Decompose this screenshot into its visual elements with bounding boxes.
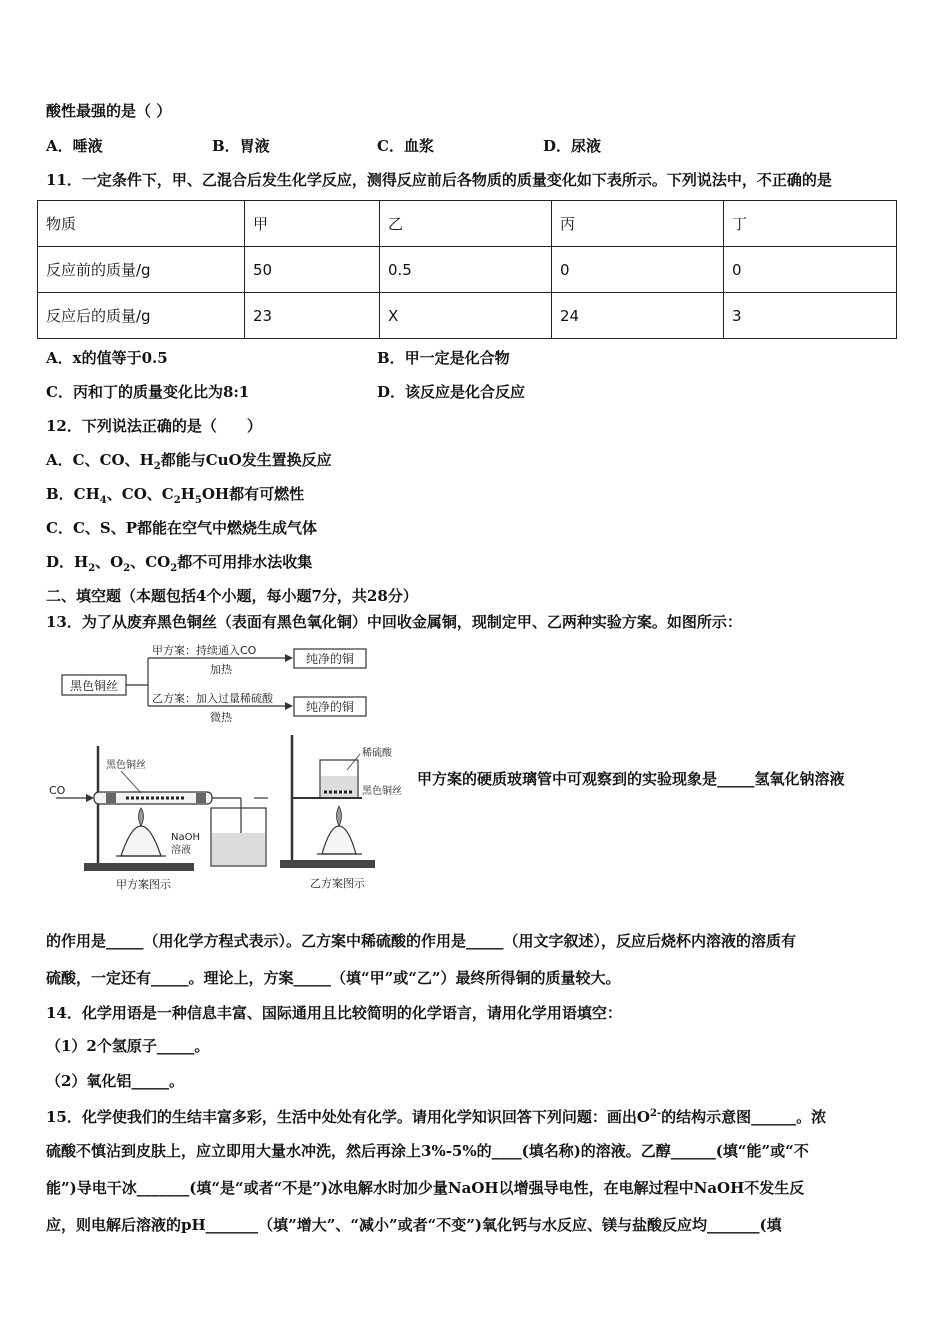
table-cell: 反应前的质量/g: [38, 247, 245, 293]
table-cell: X: [380, 293, 552, 339]
q15-line3: 能”)导电干冰_______(填“是“或者“不是”)冰电解水时加少量NaOH以增强导电性，在电解过程中NaOH不发生反: [46, 1179, 805, 1197]
q12-option-a[interactable]: [46, 450, 332, 477]
superscript: 2-: [649, 1108, 662, 1119]
q10-option-a[interactable]: A．唾液: [46, 137, 103, 155]
caption-b: 乙方案图示: [310, 877, 365, 890]
table-row: [38, 247, 897, 293]
option-text: OH都有可燃性: [201, 485, 305, 503]
q15-text: 15．化学使我们的生结丰富多彩，生活中处处有化学。请用化学知识回答下列问题：画出O: [46, 1108, 650, 1126]
subscript: 5: [194, 495, 202, 506]
stopper: [106, 793, 116, 803]
wire-label-b: 黑色铜丝: [362, 786, 402, 797]
q11-table: [37, 200, 897, 339]
option-text: 都不可用排水法收集: [177, 553, 313, 571]
option-text: 、CO: [130, 553, 171, 571]
caption-a: 甲方案图示: [116, 878, 171, 891]
table-cell: 0: [552, 247, 724, 293]
table-cell: 甲: [245, 201, 380, 247]
subscript: 2: [173, 495, 181, 506]
table-cell: 乙: [380, 201, 552, 247]
q12-option-b[interactable]: [46, 484, 304, 511]
q13-flow-diagram: [60, 642, 380, 724]
subscript: 2: [123, 563, 131, 574]
q12-option-c[interactable]: [46, 518, 317, 538]
flow-result-a-label: 纯净的铜: [305, 652, 355, 666]
q15-line4: 应，则电解后溶液的pH_______（填”增大”、“减小”或者“不变”)氧化钙与水反应、镁与盐酸反应均_______(填: [46, 1216, 782, 1234]
q13-apparatus-a: [46, 738, 271, 893]
option-text: 都能与CuO发生置换反应: [160, 451, 332, 469]
subscript: 2: [170, 563, 178, 574]
section-heading: 二、填空题（本题包括4个小题，每小题7分，共28分）: [46, 587, 418, 605]
table-cell: 物质: [38, 201, 245, 247]
q15-text: 的结构示意图______。浓: [661, 1108, 827, 1126]
table-cell: 24: [552, 293, 724, 339]
intro-line: 酸性最强的是（ ）: [46, 102, 172, 120]
arrowhead-icon: [285, 654, 293, 662]
solution-label: 溶液: [171, 845, 191, 856]
q12-stem: 12．下列说法正确的是（ ）: [46, 417, 262, 435]
wire-label-a: 黑色铜丝: [106, 760, 146, 771]
q12-option-d[interactable]: [46, 552, 312, 579]
q14-item-2: （2）氧化铝_____。: [46, 1072, 184, 1090]
pointer-line: [121, 771, 141, 793]
option-text: B．CH: [46, 485, 100, 503]
q10-option-b[interactable]: B．胃液: [212, 137, 270, 155]
stand-base: [280, 860, 375, 868]
arrowhead-icon: [86, 794, 94, 802]
table-cell: 50: [245, 247, 380, 293]
alcohol-lamp: [322, 826, 356, 854]
naoh-liquid: [212, 833, 265, 865]
option-text: H: [180, 485, 195, 503]
table-cell: 反应后的质量/g: [38, 293, 245, 339]
option-text: 、O: [95, 553, 124, 571]
q11-option-d[interactable]: D．该反应是化合反应: [377, 383, 526, 401]
flow-result-b-label: 纯净的铜: [305, 700, 355, 714]
subscript: 2: [88, 563, 96, 574]
q13-line2: 的作用是_____（用化学方程式表示）。乙方案中稀硫酸的作用是_____（用文字叙述），反应后烧杯内溶液的溶质有: [46, 932, 797, 950]
flow-plan-a-condition: 加热: [210, 663, 232, 676]
table-row: [38, 293, 897, 339]
q13-side-text: 甲方案的硬质玻璃管中可观察到的实验现象是_____氢氧化钠溶液: [417, 770, 845, 788]
option-text: D．H: [46, 553, 89, 571]
stand-base: [84, 863, 194, 871]
q15-line2: 硫酸不慎沾到皮肤上，应立即用大量水冲洗，然后再涂上3%-5%的____(填名称)的溶液。乙醇______(填“能”或“不: [46, 1142, 809, 1160]
subscript: 4: [99, 495, 107, 506]
flow-plan-a-label: 甲方案：持续通入CO: [152, 644, 257, 657]
option-text: C．C、S、P都能在空气中燃烧生成气体: [46, 519, 317, 537]
q14-stem: 14．化学用语是一种信息丰富、国际通用且比较简明的化学语言，请用化学用语填空：: [46, 1004, 622, 1022]
table-cell: 丁: [724, 201, 897, 247]
stopper: [196, 793, 206, 803]
q13-apparatus-b: [272, 730, 417, 893]
q13-line3: 硫酸，一定还有_____。理论上，方案_____（填“甲”或“乙”）最终所得铜的质量较大。: [46, 969, 621, 987]
table-row: [38, 201, 897, 247]
alcohol-lamp: [121, 826, 161, 856]
flow-start-label: 黑色铜丝: [69, 679, 119, 693]
q11-option-b[interactable]: B．甲一定是化合物: [377, 349, 510, 367]
subscript: 2: [153, 461, 161, 472]
acid-liquid: [321, 776, 357, 797]
naoh-label: NaOH: [171, 832, 200, 843]
q13-stem: 13．为了从废弃黑色铜丝（表面有黑色氧化铜）中回收金属铜，现制定甲、乙两种实验方案。如图所示：: [46, 613, 742, 631]
table-cell: 0.5: [380, 247, 552, 293]
table-cell: 23: [245, 293, 380, 339]
q11-stem: 11．一定条件下，甲、乙混合后发生化学反应，测得反应前后各物质的质量变化如下表所示。下列说法中，不正确的是: [46, 171, 832, 189]
q11-option-c[interactable]: C．丙和丁的质量变化比为8:1: [46, 383, 250, 401]
acid-label: 稀硫酸: [362, 748, 392, 759]
flow-plan-b-label: 乙方案：加入过量稀硫酸: [152, 692, 273, 705]
q14-item-1: （1）2个氢原子_____。: [46, 1037, 210, 1055]
flow-plan-b-condition: 微热: [210, 711, 232, 724]
q10-option-c[interactable]: C．血浆: [377, 137, 434, 155]
table-cell: 0: [724, 247, 897, 293]
option-text: 、CO、C: [106, 485, 174, 503]
co-label: CO: [49, 784, 66, 797]
flame-icon: [337, 806, 342, 826]
table-cell: 丙: [552, 201, 724, 247]
option-text: A．C、CO、H: [46, 451, 154, 469]
arrowhead-icon: [285, 702, 293, 710]
table-cell: 3: [724, 293, 897, 339]
flame-icon: [139, 808, 144, 826]
q10-option-d[interactable]: D．尿液: [543, 137, 602, 155]
q11-option-a[interactable]: A．x的值等于0.5: [46, 349, 168, 367]
q15-line1: [46, 1104, 826, 1127]
